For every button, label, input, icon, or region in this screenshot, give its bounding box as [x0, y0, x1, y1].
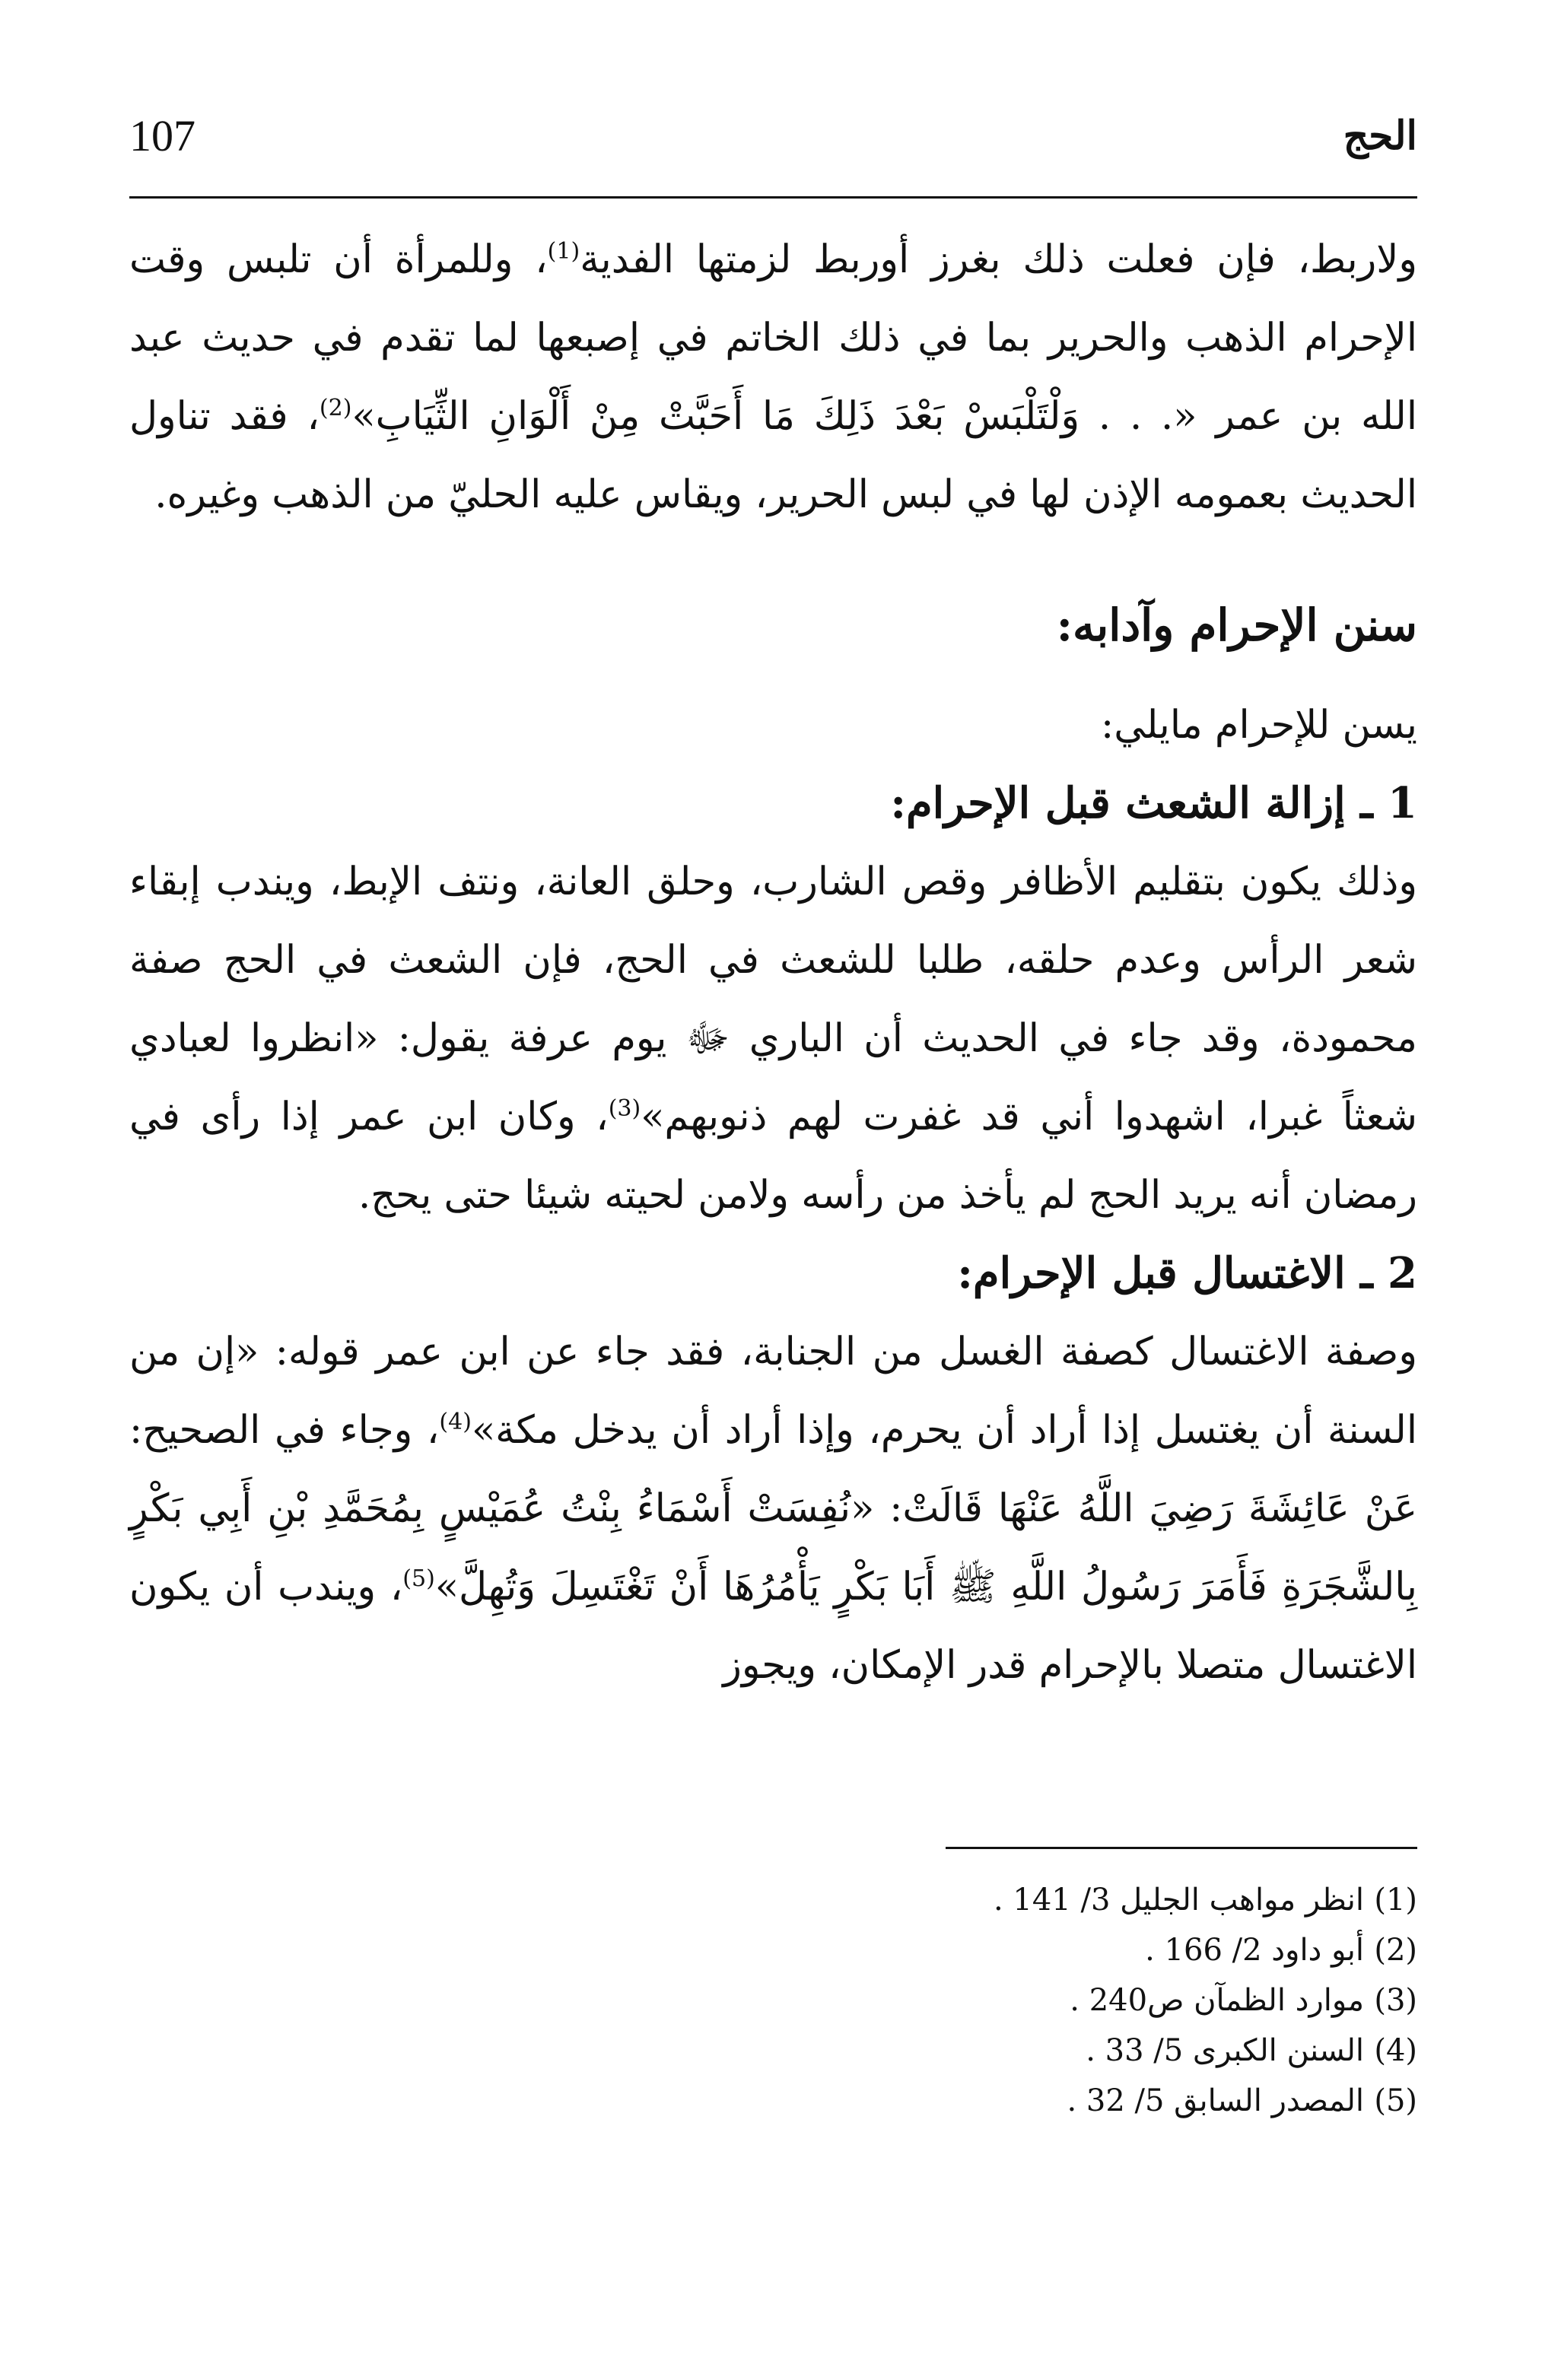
footnote-number: (4)	[1374, 2033, 1417, 2068]
paragraph-text: ، ويندب أن يكون الاغتسال متصلا بالإحرام قدر الإمكان، ويجوز	[129, 1565, 1417, 1688]
paragraph-1	[129, 221, 1417, 534]
footnote-2	[733, 1925, 1417, 1975]
paragraph-text: ، وللمرأة أن تلبس وقت الإحرام الذهب والحرير بما في ذلك الخاتم في إصبعها لما تقدم في حديث عبد الله بن عمر «. . . وَلْتَلْبَسْ بَعْدَ ذَلِكَ مَا أَحَبَّتْ مِنْ أَلْوَانِ الثِّيَابِ»	[129, 237, 1417, 439]
item-1-title: 1 ـ إزالة الشعث قبل الإحرام:	[890, 778, 1417, 828]
footnote-ref: (2)	[319, 395, 352, 421]
footnote-text: أبو داود 2/ 166 .	[1145, 1933, 1364, 1968]
footnote-text: المصدر السابق 5/ 32 .	[1067, 2083, 1364, 2118]
footnotes	[733, 1875, 1417, 2126]
item-2-paragraph	[129, 1313, 1417, 1705]
footnote-ref: (3)	[608, 1095, 641, 1122]
paragraph-text: ، فقد تناول الحديث بعمومه الإذن لها في لبس الحرير، ويقاس عليه الحليّ من الذهب وغيره.	[129, 394, 1417, 517]
footnote-ref: (5)	[402, 1565, 435, 1592]
item-1-paragraph	[129, 843, 1417, 1234]
item-2-title: 2 ـ الاغتسال قبل الإحرام:	[957, 1248, 1417, 1298]
header-rule	[129, 196, 1417, 199]
section-title: سنن الإحرام وآدابه:	[1056, 599, 1417, 651]
footnote-rule	[946, 1847, 1417, 1849]
footnote-number: (1)	[1374, 1883, 1417, 1918]
footnote-number: (5)	[1374, 2083, 1417, 2118]
page-number: 107	[129, 111, 196, 160]
footnote-ref: (1)	[547, 238, 580, 265]
footnote-text: انظر مواهب الجليل 3/ 141 .	[993, 1883, 1364, 1918]
footnote-3	[733, 1975, 1417, 2026]
footnote-number: (3)	[1374, 1983, 1417, 2018]
footnote-4	[733, 2026, 1417, 2076]
footnote-ref: (4)	[439, 1409, 472, 1435]
paragraph-text: ، وكان ابن عمر إذا رأى في رمضان أنه يريد الحج لم يأخذ من رأسه ولامن لحيته شيئا حتى يحج.	[129, 1095, 1417, 1218]
running-head: الحج	[1343, 113, 1417, 159]
body-text	[129, 221, 1417, 1705]
intro-line: يسن للإحرام مايلي:	[1101, 703, 1417, 748]
footnote-text: موارد الظمآن ص240 .	[1070, 1983, 1364, 2018]
paragraph-text: وذلك يكون بتقليم الأظافر وقص الشارب، وحلق العانة، ونتف الإبط، ويندب إبقاء شعر الرأس وعدم حلقه، طلبا للشعث في الحج، فإن الشعث في الحج صفة محمودة، وقد جاء في الحديث أن الباري ﷻ يوم عرفة يقول: «انظروا لعبادي شعثاً غبرا، اشهدوا أني قد غفرت لهم ذنوبهم»	[129, 860, 1418, 1139]
paragraph-text: وصفة الاغتسال كصفة الغسل من الجنابة، فقد جاء عن ابن عمر قوله: «إن من السنة أن يغتسل إذا أراد أن يحرم، وإذا أراد أن يدخل مكة»	[129, 1330, 1417, 1453]
paragraph-text: ولاربط، فإن فعلت ذلك بغرز أوربط لزمتها الفدية	[580, 237, 1417, 282]
footnote-number: (2)	[1374, 1933, 1417, 1968]
paragraph-text: ، وجاء في الصحيح: عَنْ عَائِشَةَ رَضِيَ اللَّهُ عَنْهَا قَالَتْ: «نُفِسَتْ أَسْمَاءُ بِنْتُ عُمَيْسٍ بِمُحَمَّدِ بْنِ أَبِي بَكْرٍ بِالشَّجَرَةِ فَأَمَرَ رَسُولُ اللَّهِ ﷺ أَبَا بَكْرٍ يَأْمُرُهَا أَنْ تَغْتَسِلَ وَتُهِلَّ»	[129, 1408, 1417, 1609]
footnote-text: السنن الكبرى 5/ 33 .	[1086, 2033, 1364, 2068]
footnote-5	[733, 2076, 1417, 2126]
footnote-1	[733, 1875, 1417, 1925]
